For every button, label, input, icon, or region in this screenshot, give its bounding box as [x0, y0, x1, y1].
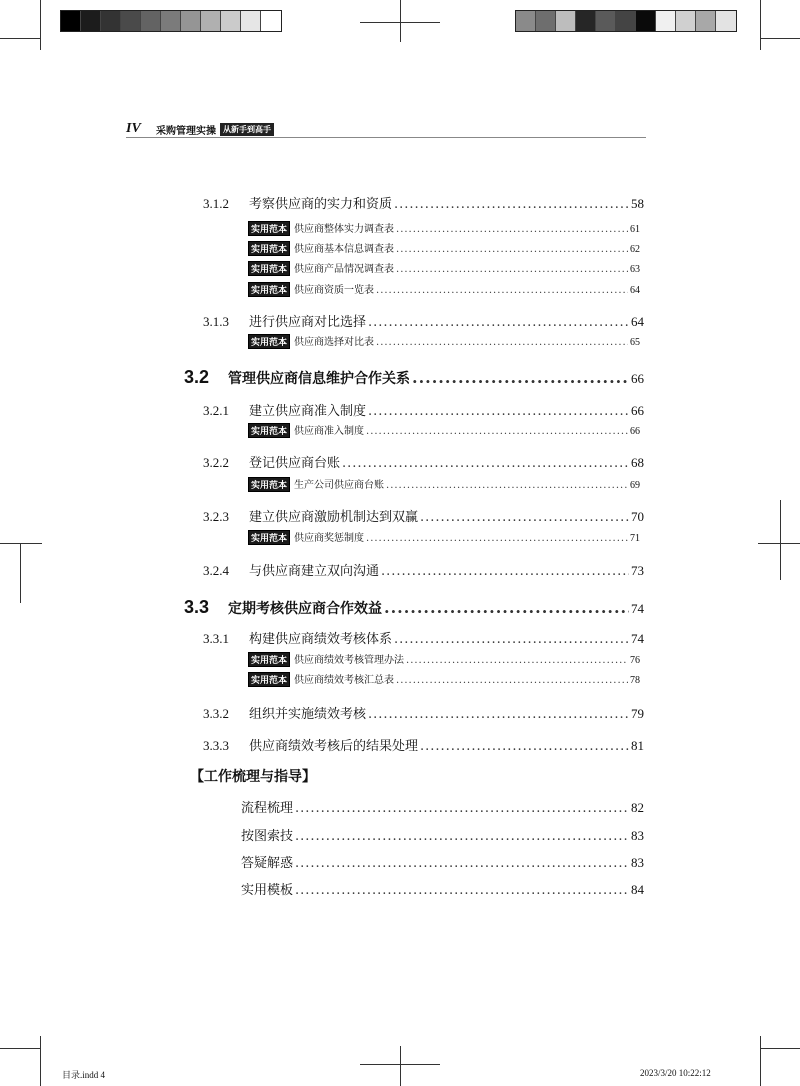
dot-leader	[366, 533, 628, 544]
toc-example-entry[interactable]	[0, 240, 800, 256]
toc-entry-page: 66	[630, 426, 640, 437]
toc-entry-number: 3.3	[184, 597, 210, 617]
toc-entry-page: 63	[630, 264, 640, 275]
toc-subsection-entry[interactable]	[0, 628, 800, 647]
toc-entry-page: 84	[631, 882, 644, 897]
toc-entry-page: 74	[631, 631, 644, 646]
toc-entry-page: 76	[630, 655, 640, 666]
crop-mark	[760, 1036, 761, 1086]
toc-entry-number: 3.2.2	[203, 455, 229, 470]
color-swatch	[536, 11, 556, 31]
color-swatch	[636, 11, 656, 31]
toc-entry-number: 3.3.1	[203, 631, 229, 646]
toc-entry-number: 3.2	[184, 367, 210, 387]
example-badge: 实用范本	[248, 423, 290, 438]
toc-entry-number: 3.3.2	[203, 706, 229, 721]
crop-mark	[760, 0, 761, 50]
toc-subsection-entry[interactable]	[0, 311, 800, 330]
toc-entry-title: 登记供应商台账	[249, 456, 341, 471]
toc-entry-page: 83	[631, 855, 644, 870]
toc-section-entry[interactable]	[0, 597, 800, 618]
toc-entry-page: 79	[631, 706, 644, 721]
toc-entry-title: 流程梳理	[241, 801, 294, 816]
toc-entry-title: 建立供应商准入制度	[249, 404, 367, 419]
color-swatch	[201, 11, 221, 31]
toc-entry-title: 组织并实施绩效考核	[249, 707, 367, 722]
example-badge: 实用范本	[248, 221, 290, 236]
toc-entry-title: 考察供应商的实力和资质	[249, 197, 393, 212]
color-swatch	[141, 11, 161, 31]
dot-leader	[366, 426, 628, 437]
toc-entry-title: 实用模板	[241, 883, 294, 898]
toc-example-entry[interactable]	[0, 333, 800, 349]
crop-mark	[40, 0, 41, 50]
toc-entry-page: 68	[631, 455, 644, 470]
color-swatch	[676, 11, 696, 31]
work-guidance-heading: 【工作梳理与指导】	[190, 769, 316, 785]
toc-entry-number: 3.2.3	[203, 509, 229, 524]
toc-entry-page: 66	[631, 403, 644, 418]
toc-subsection-entry[interactable]	[0, 452, 800, 471]
color-swatch	[716, 11, 736, 31]
toc-example-entry[interactable]	[0, 671, 800, 687]
dot-leader	[368, 404, 629, 419]
toc-subsection-entry[interactable]	[0, 735, 800, 754]
toc-entry-page: 66	[631, 371, 644, 386]
toc-entry-title: 供应商绩效考核后的结果处理	[249, 739, 419, 754]
footer-file-name: 目录.indd 4	[62, 1070, 106, 1080]
dot-leader	[396, 264, 628, 275]
color-swatch	[556, 11, 576, 31]
toc-entry-page: 62	[630, 244, 640, 255]
dot-leader	[368, 315, 629, 330]
example-badge: 实用范本	[248, 241, 290, 256]
example-badge: 实用范本	[248, 261, 290, 276]
toc-subsection-entry[interactable]	[0, 560, 800, 579]
toc-entry-number: 3.2.4	[203, 563, 229, 578]
color-swatch	[221, 11, 241, 31]
dot-leader	[384, 598, 629, 617]
color-swatch	[616, 11, 636, 31]
toc-entry-page: 61	[630, 224, 640, 235]
color-swatch	[656, 11, 676, 31]
toc-section-entry[interactable]	[0, 367, 800, 388]
example-badge: 实用范本	[248, 672, 290, 687]
registration-mark	[400, 0, 401, 42]
toc-entry-title: 供应商准入制度	[294, 426, 365, 437]
toc-entry-title: 供应商整体实力调查表	[294, 224, 395, 235]
footer-datetime: 2023/3/20 10:22:12	[640, 1068, 711, 1078]
toc-entry-page: 74	[631, 601, 644, 616]
dot-leader	[420, 739, 629, 754]
toc-entry-title: 管理供应商信息维护合作关系	[228, 371, 410, 387]
dot-leader	[381, 564, 629, 579]
toc-example-entry[interactable]	[0, 422, 800, 438]
toc-example-entry[interactable]	[0, 651, 800, 667]
color-swatch	[61, 11, 81, 31]
dot-leader	[342, 456, 629, 471]
color-swatch	[101, 11, 121, 31]
header-rule	[126, 137, 646, 138]
toc-entry-page: 58	[631, 196, 644, 211]
work-guidance-entry[interactable]	[0, 797, 800, 816]
toc-subsection-entry[interactable]	[0, 506, 800, 525]
dot-leader	[376, 285, 628, 296]
dot-leader	[412, 368, 629, 387]
toc-entry-title: 供应商产品情况调查表	[294, 264, 395, 275]
color-swatch	[596, 11, 616, 31]
toc-entry-title: 供应商绩效考核管理办法	[294, 655, 405, 666]
toc-entry-title: 供应商绩效考核汇总表	[294, 675, 395, 686]
toc-entry-page: 73	[631, 563, 644, 578]
toc-entry-number: 3.1.2	[203, 196, 229, 211]
grayscale-color-bar-left	[60, 10, 282, 32]
dot-leader	[295, 856, 629, 871]
toc-entry-page: 78	[630, 675, 640, 686]
toc-example-entry[interactable]	[0, 260, 800, 276]
toc-entry-title: 建立供应商激励机制达到双赢	[249, 510, 419, 525]
dot-leader	[386, 480, 628, 491]
dot-leader	[376, 337, 628, 348]
dot-leader	[420, 510, 629, 525]
page-number-roman: IV	[126, 121, 141, 136]
toc-entry-page: 82	[631, 800, 644, 815]
toc-entry-page: 69	[630, 480, 640, 491]
dot-leader	[368, 707, 629, 722]
toc-entry-title: 进行供应商对比选择	[249, 315, 367, 330]
toc-entry-number: 3.3.3	[203, 738, 229, 753]
crop-mark	[760, 38, 800, 39]
color-swatch	[121, 11, 141, 31]
work-guidance-entry[interactable]	[0, 825, 800, 844]
subtitle-badge: 从新手到高手	[220, 123, 274, 136]
color-swatch	[181, 11, 201, 31]
grayscale-color-bar-right	[515, 10, 737, 32]
color-swatch	[241, 11, 261, 31]
crop-mark	[0, 1048, 40, 1049]
dot-leader	[396, 675, 628, 686]
crop-mark	[40, 1036, 41, 1086]
toc-entry-page: 81	[631, 738, 644, 753]
dot-leader	[406, 655, 628, 666]
example-badge: 实用范本	[248, 282, 290, 297]
crop-mark	[0, 38, 40, 39]
work-guidance-entry[interactable]	[0, 879, 800, 898]
dot-leader	[396, 224, 628, 235]
toc-entry-title: 答疑解惑	[241, 856, 294, 871]
registration-mark	[360, 22, 440, 23]
toc-entry-title: 供应商资质一览表	[294, 285, 375, 296]
dot-leader	[295, 829, 629, 844]
color-swatch	[576, 11, 596, 31]
toc-subsection-entry[interactable]	[0, 400, 800, 419]
toc-example-entry[interactable]	[0, 529, 800, 545]
toc-example-entry[interactable]	[0, 476, 800, 492]
registration-mark	[400, 1046, 401, 1086]
example-badge: 实用范本	[248, 530, 290, 545]
toc-example-entry[interactable]	[0, 281, 800, 297]
work-guidance-entry[interactable]	[0, 852, 800, 871]
toc-subsection-entry[interactable]	[0, 703, 800, 722]
color-swatch	[516, 11, 536, 31]
toc-entry-page: 71	[630, 533, 640, 544]
dot-leader	[396, 244, 628, 255]
toc-entry-page: 65	[630, 337, 640, 348]
color-swatch	[261, 11, 281, 31]
toc-entry-number: 3.1.3	[203, 314, 229, 329]
toc-subsection-entry[interactable]	[0, 193, 800, 212]
example-badge: 实用范本	[248, 652, 290, 667]
example-badge: 实用范本	[248, 477, 290, 492]
dot-leader	[394, 197, 629, 212]
running-header	[126, 120, 646, 138]
toc-entry-title: 与供应商建立双向沟通	[249, 564, 380, 579]
toc-example-entry[interactable]	[0, 220, 800, 236]
dot-leader	[295, 801, 629, 816]
toc-entry-title: 生产公司供应商台账	[294, 480, 385, 491]
color-swatch	[696, 11, 716, 31]
registration-mark	[360, 1064, 440, 1065]
toc-entry-page: 83	[631, 828, 644, 843]
toc-entry-title: 供应商奖惩制度	[294, 533, 365, 544]
toc-entry-page: 64	[631, 314, 644, 329]
color-swatch	[81, 11, 101, 31]
toc-entry-title: 定期考核供应商合作效益	[228, 601, 382, 617]
toc-entry-title: 供应商选择对比表	[294, 337, 375, 348]
toc-entry-page: 70	[631, 509, 644, 524]
book-title: 采购管理实操	[156, 125, 216, 137]
example-badge: 实用范本	[248, 334, 290, 349]
dot-leader	[394, 632, 629, 647]
toc-entry-title: 按图索技	[241, 829, 294, 844]
toc-entry-title: 构建供应商绩效考核体系	[249, 632, 393, 647]
dot-leader	[295, 883, 629, 898]
toc-entry-page: 64	[630, 285, 640, 296]
crop-mark	[760, 1048, 800, 1049]
toc-entry-title: 供应商基本信息调查表	[294, 244, 395, 255]
color-swatch	[161, 11, 181, 31]
toc-entry-number: 3.2.1	[203, 403, 229, 418]
